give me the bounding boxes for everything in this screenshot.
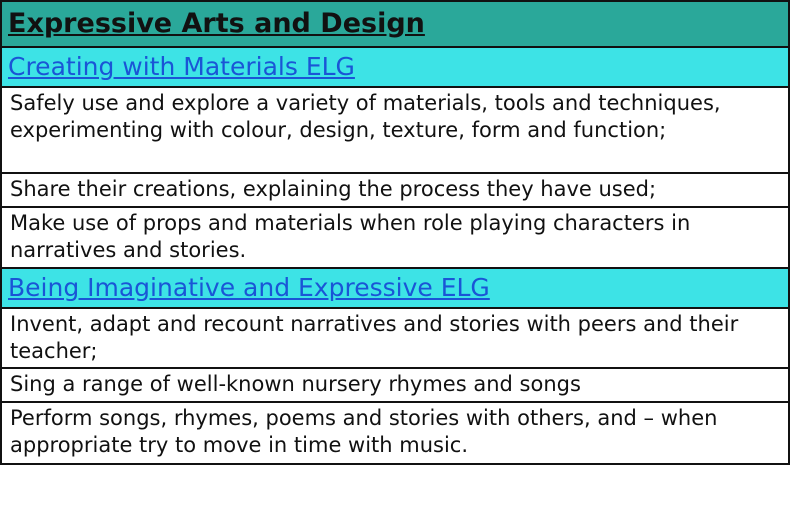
title-row [1,1,789,47]
section-heading-row [1,47,789,87]
goal-text: Sing a range of well-known nursery rhymes and songs [1,368,789,402]
goal-text: Safely use and explore a variety of materials, tools and techniques, experimenting with colour, design, texture, form and function; [1,87,789,173]
table-row [1,207,789,268]
table-row [1,308,789,368]
goal-text: Invent, adapt and recount narratives and stories with peers and their teacher; [1,308,789,368]
goal-text: Perform songs, rhymes, poems and stories with others, and – when appropriate try to move in time with music. [1,402,789,464]
table-title: Expressive Arts and Design [1,1,789,47]
table-row [1,173,789,207]
creating-with-materials-link[interactable]: Creating with Materials ELG [8,52,355,81]
section-heading-cell [1,268,789,308]
table-row [1,87,789,173]
goal-text: Make use of props and materials when role playing characters in narratives and stories. [1,207,789,268]
being-imaginative-link[interactable]: Being Imaginative and Expressive ELG [8,273,490,302]
section-heading-cell [1,47,789,87]
table-row [1,402,789,464]
goal-text: Share their creations, explaining the process they have used; [1,173,789,207]
section-heading-row [1,268,789,308]
table-row [1,368,789,402]
